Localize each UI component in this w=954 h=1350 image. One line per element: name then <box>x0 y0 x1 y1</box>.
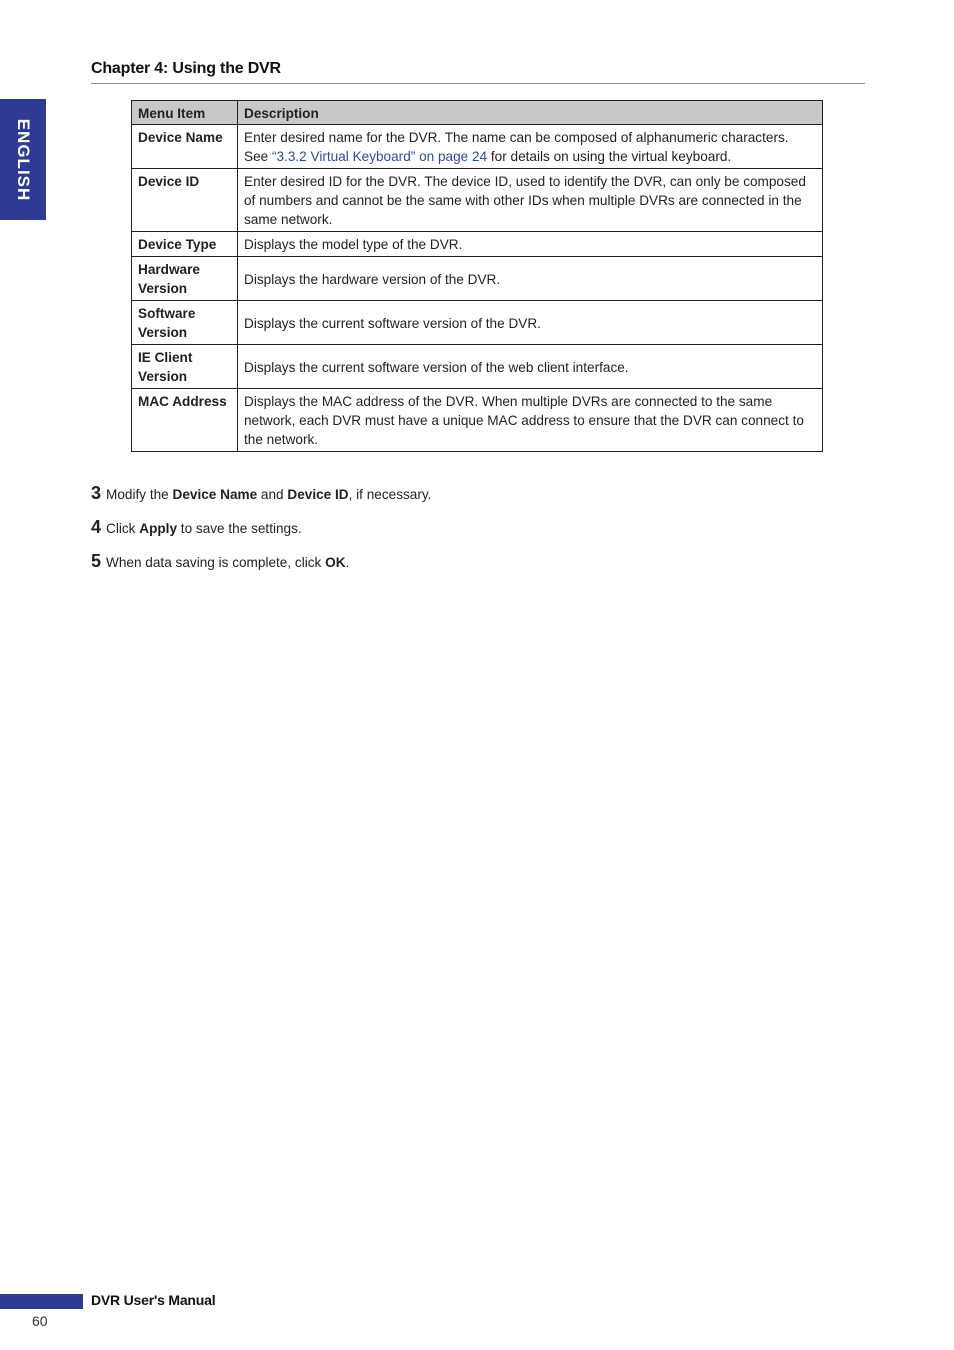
language-tab-label: ENGLISH <box>14 118 33 201</box>
description-cell: Displays the current software version of the web client interface. <box>238 345 823 389</box>
menu-item-table <box>131 100 823 452</box>
table-row <box>132 301 823 345</box>
step-text-part: Modify the <box>106 487 173 502</box>
step-keyword: Apply <box>139 521 178 536</box>
column-header-description: Description <box>238 101 823 125</box>
step-keyword: Device Name <box>172 487 258 502</box>
menu-item-cell: Device Name <box>132 125 238 169</box>
menu-item-cell: Device Type <box>132 232 238 257</box>
page-number: 60 <box>32 1313 48 1329</box>
menu-item-cell: Device ID <box>132 169 238 232</box>
description-cell: Enter desired ID for the DVR. The device ID, used to identify the DVR, can only be composed of numbers and cannot be the same with other IDs when multiple DVRs are connected in the same network. <box>238 169 823 232</box>
table-header-row <box>132 101 823 125</box>
cross-reference-link[interactable]: “3.3.2 Virtual Keyboard” on page 24 <box>271 149 488 164</box>
description-cell: Displays the hardware version of the DVR. <box>238 257 823 301</box>
description-cell <box>238 125 823 169</box>
step-keyword: OK <box>325 555 346 570</box>
step-text-part: , if necessary. <box>348 487 432 502</box>
header-divider <box>91 83 865 84</box>
step-text-part: When data saving is complete, click <box>106 555 326 570</box>
footer-manual-title: DVR User's Manual <box>91 1292 216 1308</box>
description-cell: Displays the model type of the DVR. <box>238 232 823 257</box>
step-text <box>106 521 302 536</box>
description-text: for details on using the virtual keyboard. <box>487 149 732 164</box>
language-tab <box>0 99 46 220</box>
table-row <box>132 169 823 232</box>
menu-item-cell: MAC Address <box>132 389 238 452</box>
step-number: 3 <box>91 483 102 503</box>
description-cell: Displays the MAC address of the DVR. When multiple DVRs are connected to the same network, each DVR must have a unique MAC address to ensure that the DVR can connect to the network. <box>238 389 823 452</box>
description-cell: Displays the current software version of the DVR. <box>238 301 823 345</box>
footer-accent-bar <box>0 1294 83 1309</box>
step-text <box>106 555 349 570</box>
description-text: Enter desired name for the DVR. The name can be composed of alphanumeric characters. See <box>244 130 789 164</box>
step-text-part: . <box>345 555 350 570</box>
table-row <box>132 257 823 301</box>
table-row <box>132 389 823 452</box>
menu-item-cell: Hardware Version <box>132 257 238 301</box>
step-number: 4 <box>91 517 102 537</box>
menu-item-cell: IE Client Version <box>132 345 238 389</box>
step-text-part: and <box>257 487 288 502</box>
step-text <box>106 487 431 502</box>
step-text-part: Click <box>106 521 140 536</box>
steps-list <box>91 483 431 585</box>
step-text-part: to save the settings. <box>177 521 302 536</box>
step-item <box>91 551 431 585</box>
table-row <box>132 345 823 389</box>
step-number: 5 <box>91 551 102 571</box>
step-item <box>91 483 431 517</box>
column-header-menu-item: Menu Item <box>132 101 238 125</box>
step-item <box>91 517 431 551</box>
table-row <box>132 232 823 257</box>
step-keyword: Device ID <box>287 487 349 502</box>
chapter-title: Chapter 4: Using the DVR <box>91 60 281 77</box>
menu-item-cell: Software Version <box>132 301 238 345</box>
table-row <box>132 125 823 169</box>
